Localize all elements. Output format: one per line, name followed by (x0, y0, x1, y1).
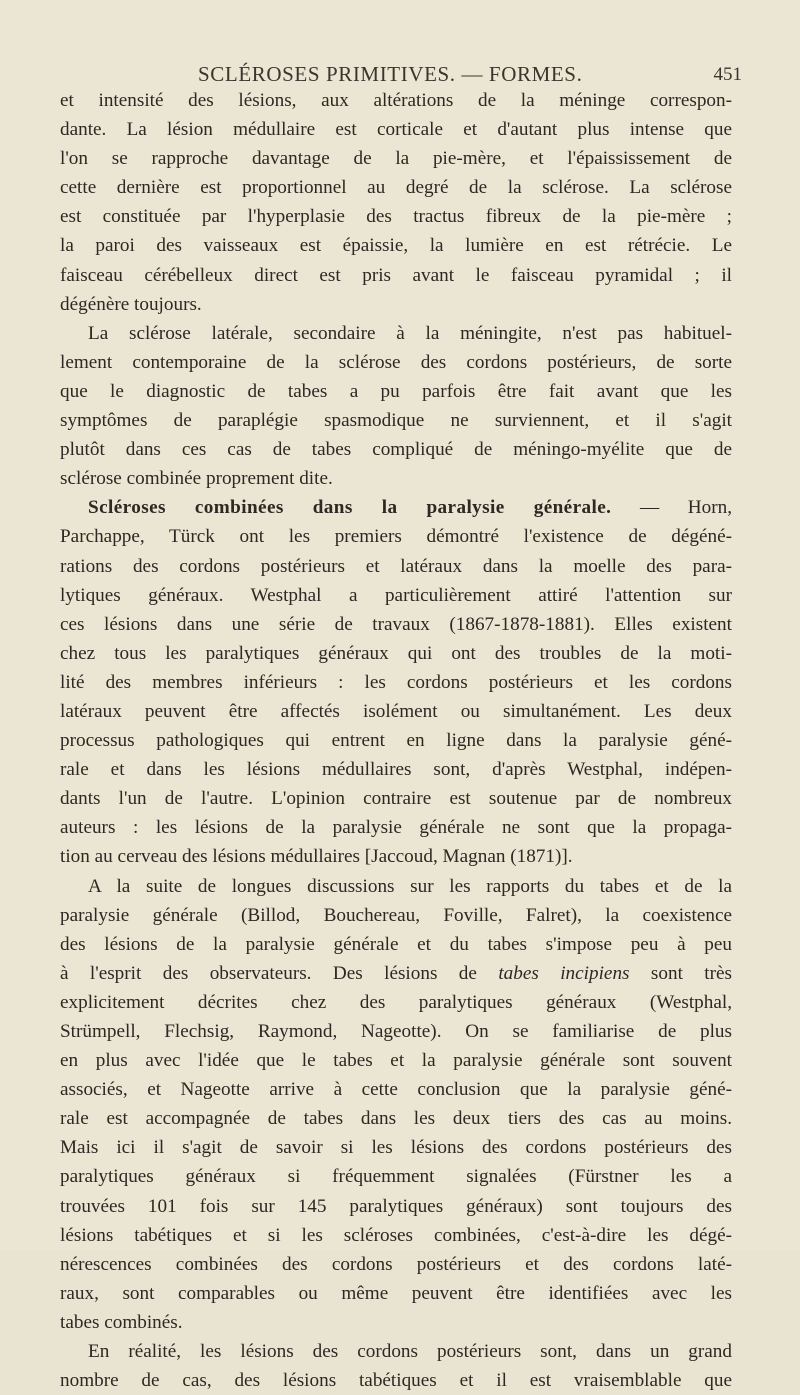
text-line: lésions tabétiques et si les scléroses combinées, c'est-à-dire les dégé- (60, 1224, 732, 1246)
text-line: paralytiques généraux si fréquemment signalées (Fürstner les a (60, 1166, 732, 1188)
text-line: dégénère toujours. (60, 293, 202, 315)
text-line: tion au cerveau des lésions médullaires [Jaccoud, Magnan (1871)]. (60, 846, 573, 868)
text-line: nérescences combinées des cordons postérieurs et des cordons laté- (60, 1253, 732, 1275)
section-heading: Scléroses combinées dans la paralysie générale. (88, 497, 612, 519)
text-line: tabes combinés. (60, 1311, 183, 1333)
text-line: auteurs : les lésions de la paralysie générale ne sont que la propaga- (60, 817, 732, 839)
text-line: Mais ici il s'agit de savoir si les lésions des cordons postérieurs des (60, 1137, 732, 1159)
text-fragment: sont très (650, 962, 733, 984)
text-line: ces lésions dans une série de travaux (1867-1878-1881). Elles existent (60, 613, 732, 635)
text-line: l'on se rapproche davantage de la pie-mère, et l'épaississement de (60, 148, 732, 170)
text-line: A la suite de longues discussions sur les rapports du tabes et de la (88, 875, 732, 897)
text-line: raux, sont comparables ou même peuvent être identifiées avec les (60, 1282, 732, 1304)
text-line: explicitement décrites chez des paralytiques généraux (Westphal, (60, 991, 732, 1013)
body-text (60, 86, 732, 1395)
text-line: rale est accompagnée de tabes dans les deux tiers des cas au moins. (60, 1108, 732, 1130)
italic-term: tabes incipiens (498, 962, 630, 984)
text-line: latéraux peuvent être affectés isolément ou simultanément. Les deux (60, 700, 732, 722)
text-line: En réalité, les lésions des cordons postérieurs sont, dans un grand (88, 1341, 732, 1363)
text-line: en plus avec l'idée que le tabes et la paralysie générale sont souvent (60, 1050, 732, 1072)
text-line: lement contemporaine de la sclérose des cordons postérieurs, de sorte (60, 351, 732, 373)
text-line: des lésions de la paralysie générale et du tabes s'impose peu à peu (60, 933, 732, 955)
text-line: associés, et Nageotte arrive à cette conclusion que la paralysie géné- (60, 1079, 732, 1101)
text-line: rale et dans les lésions médullaires sont, d'après Westphal, indépen- (60, 759, 732, 781)
text-line: lité des membres inférieurs : les cordons postérieurs et les cordons (60, 671, 732, 693)
text-line: faisceau cérébelleux direct est pris avant le faisceau pyramidal ; il (60, 264, 732, 286)
section-heading-line (60, 493, 732, 522)
text-line: plutôt dans ces cas de tabes compliqué de méningo-myélite que de (60, 439, 732, 461)
text-line: et intensité des lésions, aux altérations de la méninge correspon- (60, 90, 732, 111)
text-line: symptômes de paraplégie spasmodique ne surviennent, et il s'agit (60, 410, 732, 432)
text-line: nombre de cas, des lésions tabétiques et il est vraisemblable que (60, 1370, 732, 1392)
text-line: que le diagnostic de tabes a pu parfois être fait avant que les (60, 380, 732, 402)
text-line: processus pathologiques qui entrent en ligne dans la paralysie géné- (60, 730, 732, 752)
text-line: la paroi des vaisseaux est épaissie, la lumière en est rétrécie. Le (60, 235, 732, 257)
text-line: dante. La lésion médullaire est corticale et d'autant plus intense que (60, 119, 732, 141)
text-line: rations des cordons postérieurs et latéraux dans la moelle des para- (60, 555, 732, 577)
page-number: 451 (713, 64, 742, 85)
text-fragment: — Horn, (639, 497, 732, 519)
text-line: chez tous les paralytiques généraux qui ont des troubles de la moti- (60, 642, 732, 664)
text-line: Parchappe, Türck ont les premiers démontré l'existence de dégéné- (60, 526, 732, 548)
text-line: cette dernière est proportionnel au degré de la sclérose. La sclérose (60, 177, 732, 199)
text-line: dants l'un de l'autre. L'opinion contraire est soutenue par de nombreux (60, 788, 732, 810)
text-line: Strümpell, Flechsig, Raymond, Nageotte). On se familiarise de plus (60, 1021, 732, 1042)
text-line: lytiques généraux. Westphal a particulièrement attiré l'attention sur (60, 584, 732, 606)
text-line: paralysie générale (Billod, Bouchereau, Foville, Falret), la coexistence (60, 904, 732, 926)
text-line: est constituée par l'hyperplasie des tractus fibreux de la pie-mère ; (60, 206, 732, 228)
text-line: La sclérose latérale, secondaire à la méningite, n'est pas habituel- (88, 322, 732, 344)
text-line: trouvées 101 fois sur 145 paralytiques généraux) sont toujours des (60, 1195, 732, 1217)
text-line-with-italic (60, 959, 732, 988)
text-fragment: à l'esprit des observateurs. Des lésions de (60, 962, 477, 984)
text-line: sclérose combinée proprement dite. (60, 468, 333, 490)
running-title: SCLÉROSES PRIMITIVES. — FORMES. (198, 62, 583, 86)
